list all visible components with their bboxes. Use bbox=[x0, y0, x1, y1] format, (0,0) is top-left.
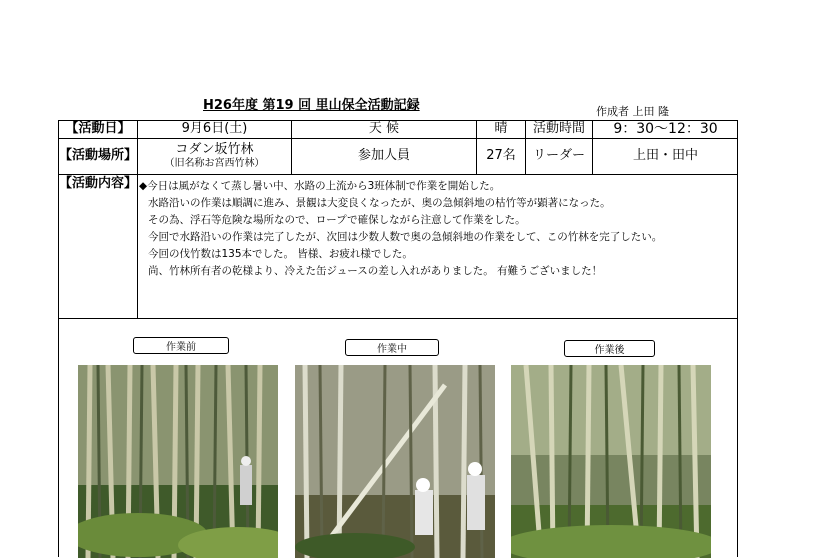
content-label: 【活動内容】 bbox=[59, 175, 138, 319]
content-line: 今回で水路沿いの作業は完了したが、次回は少数人数で奥の急傾斜地の作業をして、この竹林を完了したい。 bbox=[148, 231, 663, 243]
content-line: 今回の伐竹数は135本でした。 皆様、お疲れ様でした。 bbox=[148, 248, 413, 260]
leader-value: 上田・田中 bbox=[593, 139, 738, 175]
content-line: 尚、竹林所有者の乾様より、冷えた缶ジュースの差し入れがありました。 有難うございました！ bbox=[148, 265, 603, 277]
place-cell bbox=[138, 139, 292, 175]
author-line: 作成者 上田 隆 bbox=[596, 105, 669, 118]
photo-label-during: 作業中 bbox=[345, 339, 439, 356]
content-line: その為、浮石等危険な場所なので、ロープで確保しながら注意して作業をした。 bbox=[148, 214, 526, 226]
time-value: 9：30～12：30 bbox=[593, 121, 738, 139]
place-label: 【活動場所】 bbox=[59, 139, 138, 175]
content-line: 水路沿いの作業は順調に進み、景観は大変良くなったが、奥の急傾斜地の枯竹等が顕著になった。 bbox=[148, 197, 611, 209]
participants-value: 27名 bbox=[477, 139, 526, 175]
time-label: 活動時間 bbox=[526, 121, 593, 139]
content-line: ◆今日は風がなくて蒸し暑い中、水路の上流から3班体制で作業を開始した。 bbox=[139, 180, 501, 192]
photo-after bbox=[511, 365, 711, 558]
place-note: （旧名称お宮西竹林） bbox=[164, 158, 265, 170]
place-value: コダン坂竹林 bbox=[175, 142, 254, 158]
weather-value: 晴 bbox=[477, 121, 526, 139]
record-table bbox=[58, 120, 738, 557]
leader-label: リーダー bbox=[526, 139, 593, 175]
content-area bbox=[138, 175, 738, 319]
photo-during bbox=[295, 365, 495, 558]
participants-label: 参加人員 bbox=[292, 139, 477, 175]
weather-label: 天 候 bbox=[292, 121, 477, 139]
photo-label-before: 作業前 bbox=[133, 337, 229, 354]
date-value: 9月6日(土) bbox=[138, 121, 292, 139]
photo-label-after: 作業後 bbox=[564, 340, 655, 357]
date-label: 【活動日】 bbox=[59, 121, 138, 139]
document-title: H26年度 第19 回 里山保全活動記録 bbox=[203, 98, 420, 113]
photo-before bbox=[78, 365, 278, 558]
